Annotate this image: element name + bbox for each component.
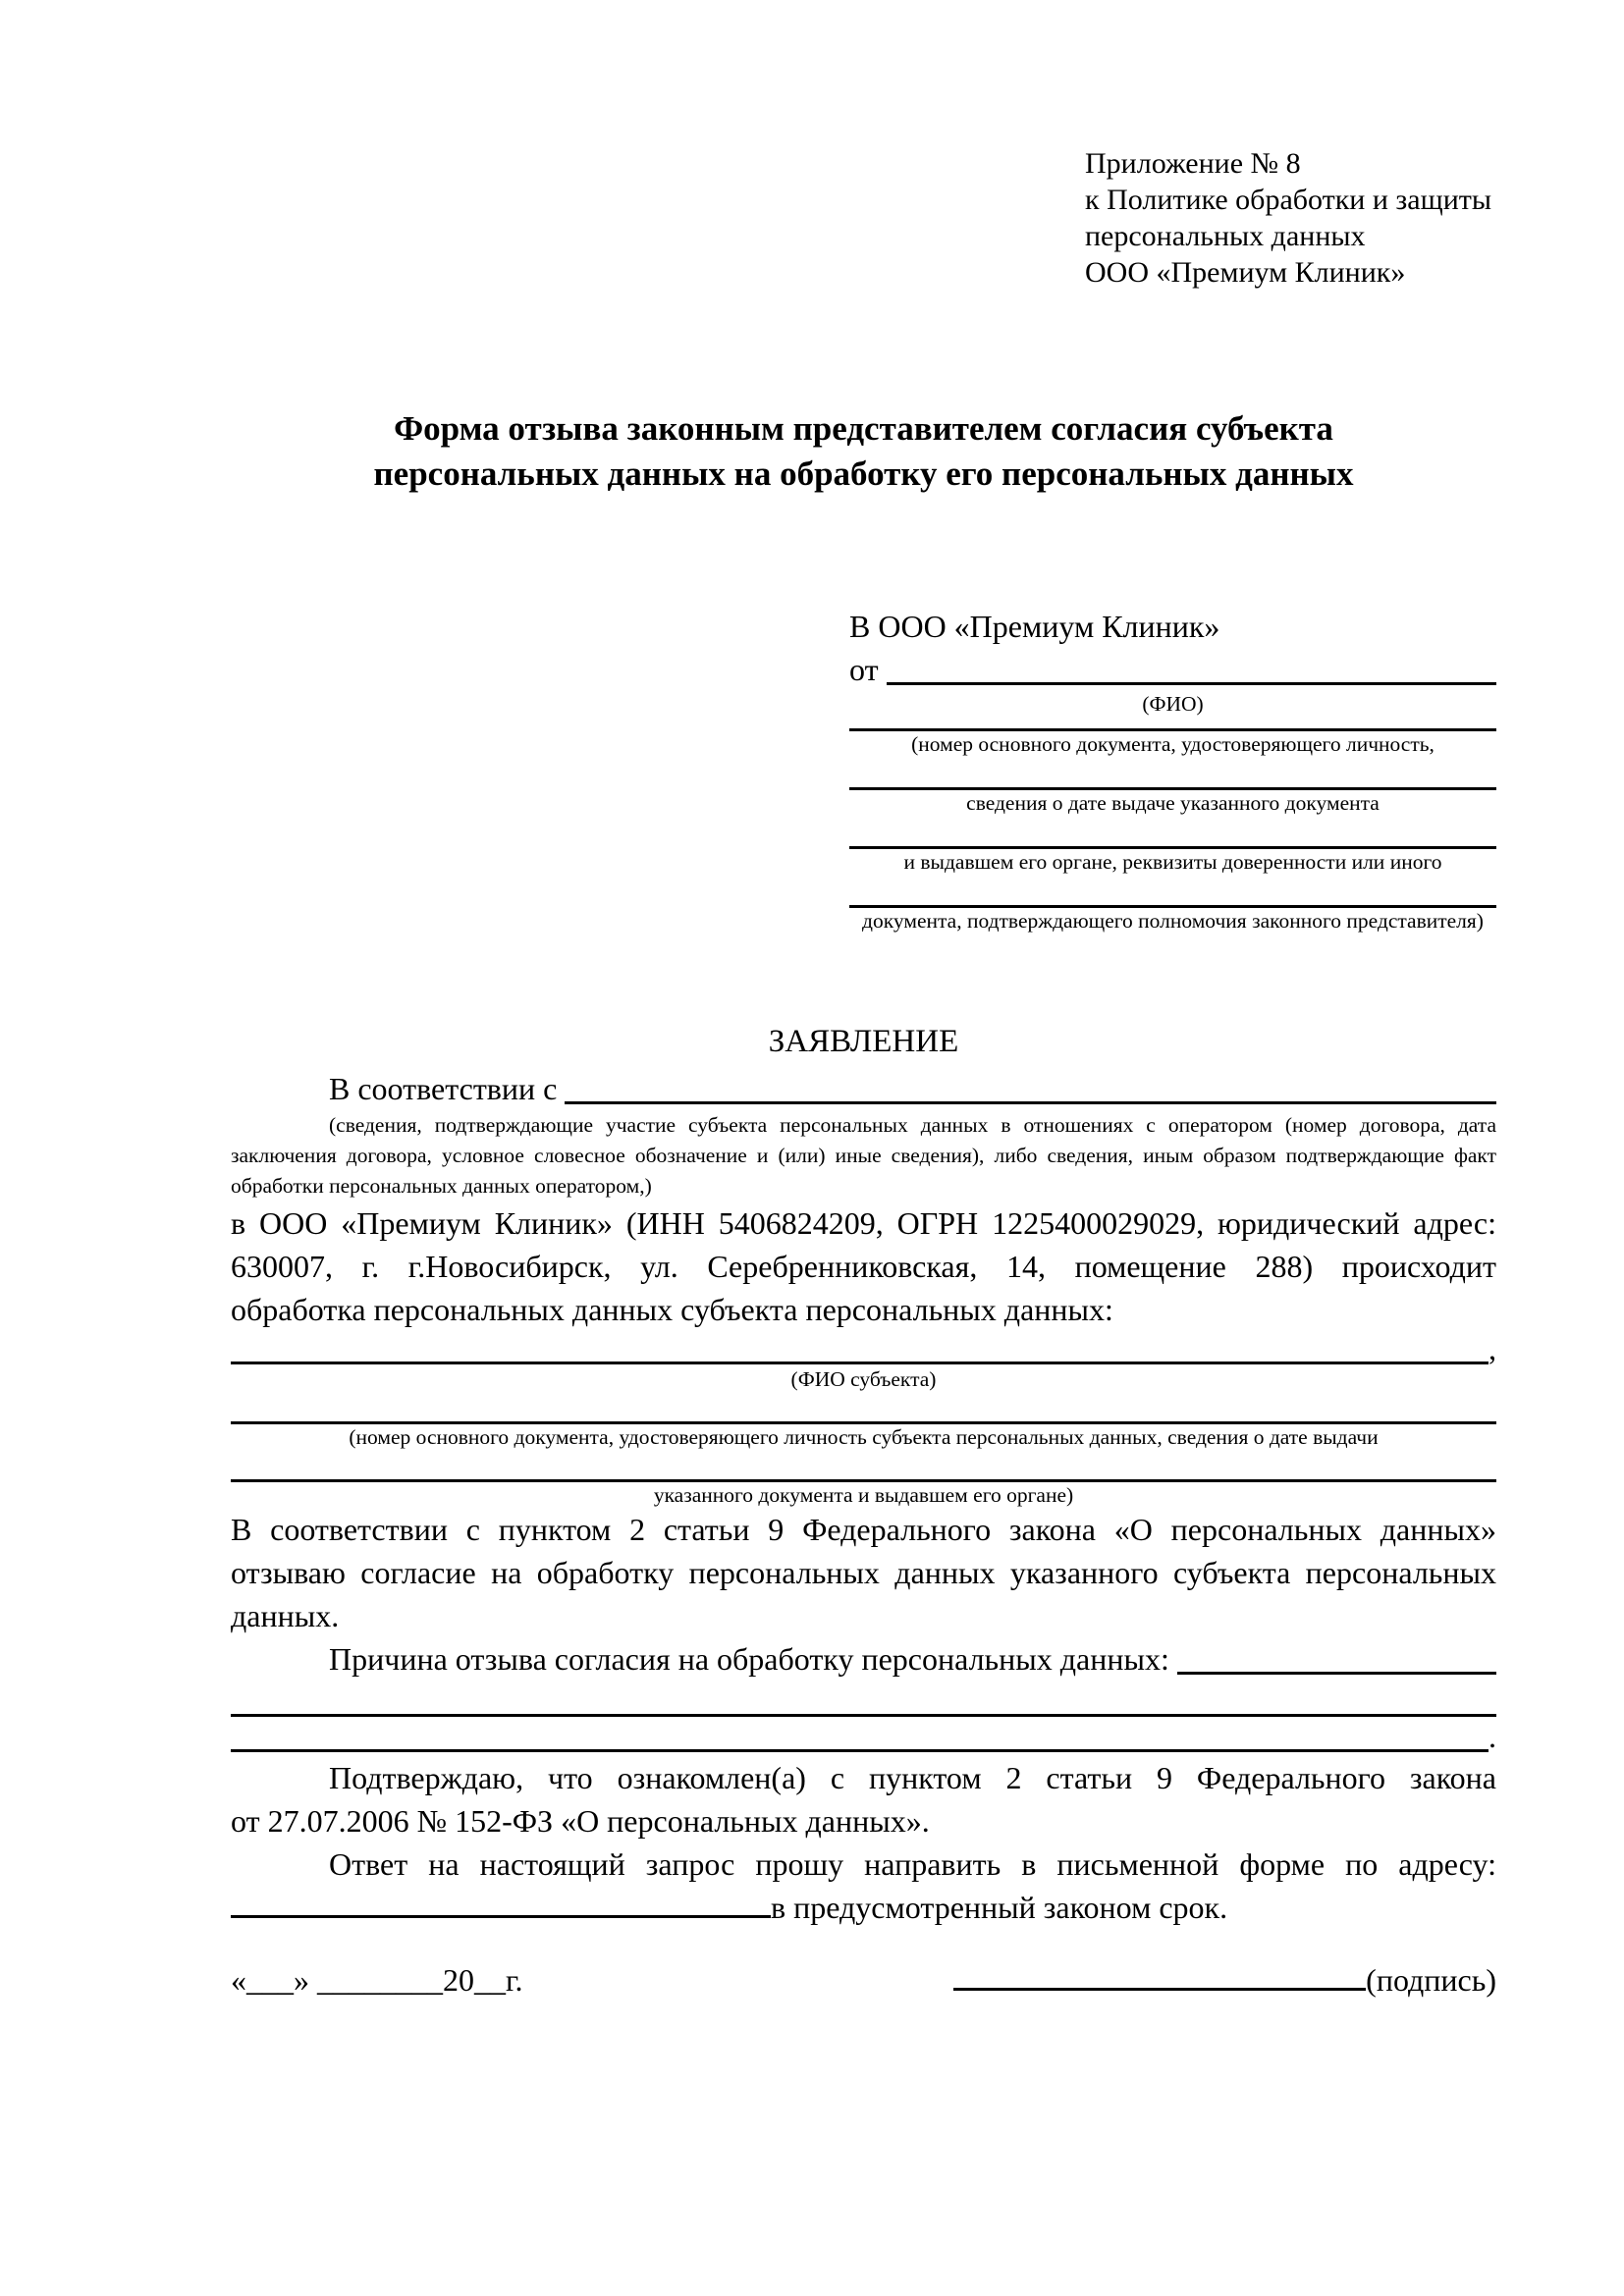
operator-paragraph-line: в ООО «Премиум Клиник» (ИНН 5406824209, ОГРН 1225400029029, юридический адрес:: [231, 1205, 1496, 1241]
intro-caption-line: заключения договора, условное словесное обозначение и (или) иные сведения), либо сведения, иным образом подтверждающие факт: [231, 1144, 1496, 1167]
from-row: [849, 648, 1496, 691]
reason-label: Причина отзыва согласия на обработку персональных данных:: [329, 1641, 1169, 1677]
period-suffix: .: [1489, 1719, 1496, 1754]
signature-underline: [953, 1982, 1366, 1991]
header-block: [1085, 145, 1496, 291]
from-label: от: [849, 652, 879, 687]
ruled-line: [849, 757, 1496, 790]
header-line: ООО «Премиум Клиник»: [1085, 256, 1406, 289]
signature-group: [953, 1958, 1496, 2002]
date-field: «___» ________20__г.: [231, 1962, 523, 1998]
intro-label: В соответствии с: [329, 1071, 558, 1106]
document-title: [231, 406, 1496, 497]
withdraw-paragraph-line: данных.: [231, 1598, 340, 1633]
operator-paragraph-line: 630007, г. г.Новосибирск, ул. Серебренниковская, 14, помещение 288) происходит: [231, 1249, 1496, 1284]
fio-caption: (ФИО): [1142, 692, 1204, 716]
title-line: персональных данных на обработку его персональных данных: [373, 454, 1354, 493]
intro-underline: [565, 1067, 1496, 1104]
subject-doc-caption: (номер основного документа, удостоверяющего личность субъекта персональных данных, сведения о дате выдачи: [349, 1425, 1379, 1449]
subject-doc-caption: указанного документа и выдавшем его органе): [653, 1483, 1074, 1507]
intro-caption-line: (сведения, подтверждающие участие субъекта персональных данных в отношениях с оператором (номер договора, дата: [329, 1113, 1496, 1137]
withdraw-paragraph-line: отзываю согласие на обработку персональных данных указанного субъекта персональных: [231, 1555, 1496, 1590]
confirm-paragraph-line: от 27.07.2006 № 152-ФЗ «О персональных данных».: [231, 1803, 930, 1839]
header-line: Приложение № 8: [1085, 147, 1301, 180]
title-line: Форма отзыва законным представителем согласия субъекта: [394, 409, 1333, 448]
reason-row: [231, 1637, 1496, 1681]
subject-fio-caption: (ФИО субъекта): [790, 1367, 937, 1391]
subject-underline-row: [231, 1331, 1496, 1366]
withdraw-paragraph-line: В соответствии с пунктом 2 статьи 9 Федерального закона «О персональных данных»: [231, 1512, 1496, 1547]
subject-comma: ,: [1489, 1331, 1496, 1366]
ruled-caption: документа, подтверждающего полномочия законного представителя): [862, 909, 1484, 933]
statement-heading: ЗАЯВЛЕНИЕ: [768, 1024, 959, 1059]
reply-underline: [231, 1909, 771, 1918]
from-underline: [887, 648, 1496, 685]
blank-underline: [231, 1717, 1489, 1752]
reason-underline: [1177, 1637, 1496, 1675]
subject-doc-underline: [231, 1392, 1496, 1424]
ruled-line: [849, 875, 1496, 908]
reply-suffix: в предусмотренный законом срок.: [771, 1890, 1228, 1925]
addressee-block: [849, 605, 1496, 934]
header-line: к Политике обработки и защиты: [1085, 184, 1492, 216]
ruled-line: [849, 717, 1496, 731]
reply-paragraph-line: Ответ на настоящий запрос прошу направить в письменной форме по адресу:: [329, 1846, 1496, 1882]
ruled-line: [849, 816, 1496, 849]
date-signature-row: [231, 1958, 1496, 2002]
signature-caption: (подпись): [1366, 1962, 1496, 1998]
ruled-caption: сведения о дате выдаче указанного документа: [966, 791, 1380, 815]
ruled-caption: (номер основного документа, удостоверяющего личность,: [911, 732, 1435, 756]
header-line: персональных данных: [1085, 220, 1366, 252]
ruled-caption: и выдавшем его органе, реквизиты доверенности или иного: [903, 850, 1442, 874]
subject-underline: [231, 1331, 1489, 1364]
operator-paragraph-line: обработка персональных данных субъекта персональных данных:: [231, 1292, 1113, 1327]
addressee-to: В ООО «Премиум Клиник»: [849, 609, 1220, 644]
intro-caption-line: обработки персональных данных оператором,): [231, 1174, 652, 1198]
blank-underline-row: [231, 1717, 1496, 1756]
confirm-paragraph-line: Подтверждаю, что ознакомлен(а) с пунктом 2 статьи 9 Федерального закона: [329, 1760, 1496, 1795]
intro-row: [231, 1067, 1496, 1110]
subject-doc-underline: [231, 1450, 1496, 1482]
reply-underline-row: [231, 1886, 1496, 1929]
